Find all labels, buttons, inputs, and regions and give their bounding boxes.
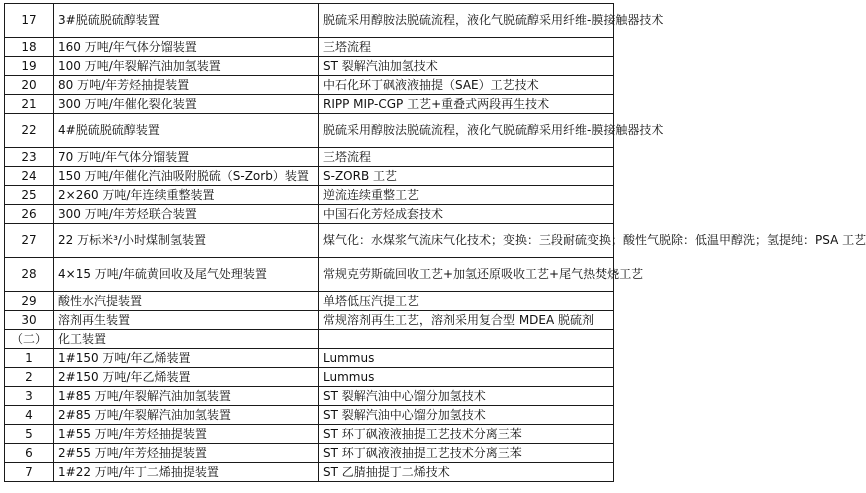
unit-name-cell: 300 万吨/年催化裂化装置 (54, 95, 319, 114)
unit-name-cell: 4#脱硫脱硫醇装置 (54, 114, 319, 148)
unit-name-cell: 溶剂再生装置 (54, 311, 319, 330)
technology-cell: ST 裂解汽油加氢技术 (319, 57, 614, 76)
row-number-cell: 20 (5, 76, 54, 95)
table-row (5, 311, 614, 330)
table-row (5, 258, 614, 292)
process-units-table (4, 3, 866, 482)
technology-cell: Lummus (319, 349, 614, 368)
unit-name-cell: 4×15 万吨/年硫黄回收及尾气处理装置 (54, 258, 319, 292)
row-number-cell: 19 (5, 57, 54, 76)
row-number-cell: 6 (5, 444, 54, 463)
row-number-cell: 17 (5, 4, 54, 38)
table-row (5, 387, 614, 406)
table-row (5, 114, 614, 148)
table-row (5, 4, 614, 38)
technology-cell: ST 裂解汽油中心馏分加氢技术 (319, 387, 614, 406)
row-number-cell: 29 (5, 292, 54, 311)
row-number-cell: 4 (5, 406, 54, 425)
unit-name-cell: 2#55 万吨/年芳烃抽提装置 (54, 444, 319, 463)
unit-name-cell: 1#150 万吨/年乙烯装置 (54, 349, 319, 368)
unit-name-cell: 化工装置 (54, 330, 319, 349)
row-number-cell: 23 (5, 148, 54, 167)
row-number-cell: 21 (5, 95, 54, 114)
table-row (5, 330, 614, 349)
technology-cell: 中国石化芳烃成套技术 (319, 205, 614, 224)
unit-name-cell: 100 万吨/年裂解汽油加氢装置 (54, 57, 319, 76)
unit-name-cell: 150 万吨/年催化汽油吸附脱硫（S-Zorb）装置 (54, 167, 319, 186)
row-number-cell: 3 (5, 387, 54, 406)
unit-name-cell: 22 万标米³/小时煤制氢装置 (54, 224, 319, 258)
row-number-cell: （二） (5, 330, 54, 349)
table-body (5, 4, 866, 482)
technology-cell: 脱硫采用醇胺法脱硫流程，液化气脱硫醇采用纤维-膜接触器技术 (319, 4, 614, 38)
table-row (5, 76, 614, 95)
table-row (5, 57, 614, 76)
unit-name-cell: 1#55 万吨/年芳烃抽提装置 (54, 425, 319, 444)
technology-cell: 常规溶剂再生工艺，溶剂采用复合型 MDEA 脱硫剂 (319, 311, 614, 330)
row-number-cell: 27 (5, 224, 54, 258)
table-row (5, 95, 614, 114)
technology-cell: ST 环丁砜液液抽提工艺技术分离三苯 (319, 444, 614, 463)
row-number-cell: 1 (5, 349, 54, 368)
table-row (5, 224, 614, 258)
technology-cell (319, 330, 614, 349)
row-number-cell: 25 (5, 186, 54, 205)
unit-name-cell: 70 万吨/年气体分馏装置 (54, 148, 319, 167)
table-row (5, 205, 614, 224)
table-row (5, 167, 614, 186)
technology-cell: Lummus (319, 368, 614, 387)
row-number-cell: 2 (5, 368, 54, 387)
table-row (5, 368, 614, 387)
technology-cell: 脱硫采用醇胺法脱硫流程，液化气脱硫醇采用纤维-膜接触器技术 (319, 114, 614, 148)
unit-name-cell: 80 万吨/年芳烃抽提装置 (54, 76, 319, 95)
technology-cell: ST 乙腈抽提丁二烯技术 (319, 463, 614, 482)
unit-name-cell: 3#脱硫脱硫醇装置 (54, 4, 319, 38)
row-number-cell: 7 (5, 463, 54, 482)
technology-cell: ST 裂解汽油中心馏分加氢技术 (319, 406, 614, 425)
table-row (5, 349, 614, 368)
unit-name-cell: 1#22 万吨/年丁二烯抽提装置 (54, 463, 319, 482)
unit-name-cell: 160 万吨/年气体分馏装置 (54, 38, 319, 57)
table-row (5, 425, 614, 444)
table-row (5, 463, 614, 482)
unit-name-cell: 2#150 万吨/年乙烯装置 (54, 368, 319, 387)
technology-cell: 单塔低压汽提工艺 (319, 292, 614, 311)
unit-name-cell: 300 万吨/年芳烃联合装置 (54, 205, 319, 224)
technology-cell: 中石化环丁砜液液抽提（SAE）工艺技术 (319, 76, 614, 95)
row-number-cell: 26 (5, 205, 54, 224)
technology-cell: 常规克劳斯硫回收工艺+加氢还原吸收工艺+尾气热焚烧工艺 (319, 258, 614, 292)
table-row (5, 38, 614, 57)
row-number-cell: 28 (5, 258, 54, 292)
table-row (5, 186, 614, 205)
table-row (5, 148, 614, 167)
unit-name-cell: 2×260 万吨/年连续重整装置 (54, 186, 319, 205)
technology-cell: 三塔流程 (319, 38, 614, 57)
row-number-cell: 22 (5, 114, 54, 148)
technology-cell: 煤气化：水煤浆气流床气化技术；变换：三段耐硫变换；酸性气脱除：低温甲醇洗；氢提纯：PSA 工艺 (319, 224, 614, 258)
table-row (5, 444, 614, 463)
technology-cell: 三塔流程 (319, 148, 614, 167)
unit-name-cell: 2#85 万吨/年裂解汽油加氢装置 (54, 406, 319, 425)
row-number-cell: 30 (5, 311, 54, 330)
technology-cell: 逆流连续重整工艺 (319, 186, 614, 205)
unit-name-cell: 1#85 万吨/年裂解汽油加氢装置 (54, 387, 319, 406)
row-number-cell: 24 (5, 167, 54, 186)
technology-cell: ST 环丁砜液液抽提工艺技术分离三苯 (319, 425, 614, 444)
row-number-cell: 18 (5, 38, 54, 57)
unit-name-cell: 酸性水汽提装置 (54, 292, 319, 311)
table-row (5, 292, 614, 311)
technology-cell: S-ZORB 工艺 (319, 167, 614, 186)
technology-cell: RIPP MIP-CGP 工艺+重叠式两段再生技术 (319, 95, 614, 114)
table-row (5, 406, 614, 425)
row-number-cell: 5 (5, 425, 54, 444)
